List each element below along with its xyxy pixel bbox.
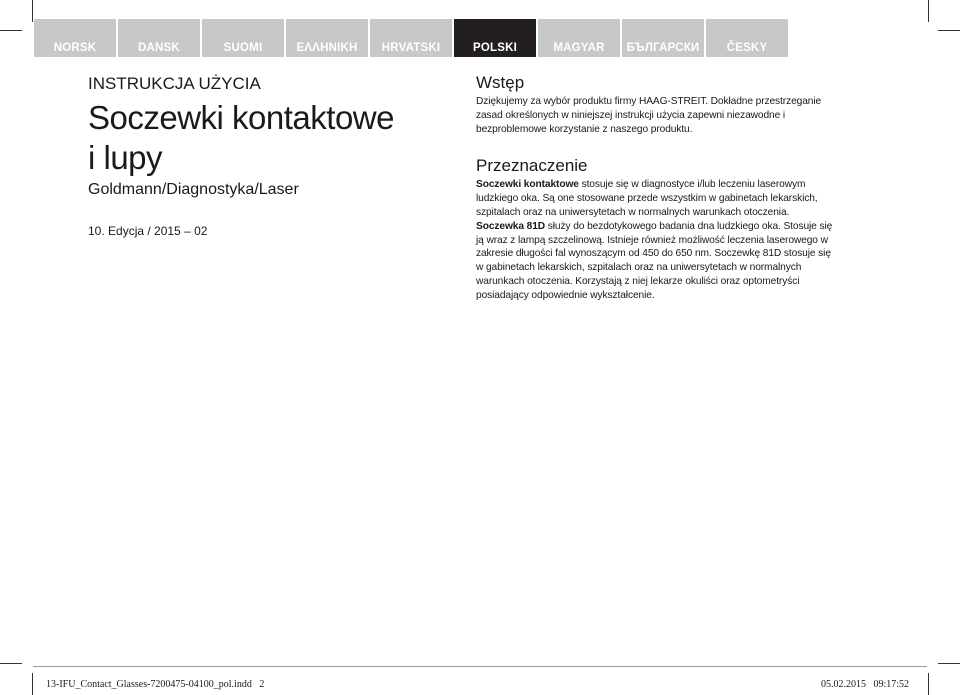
intro-paragraph: Dziękujemy za wybór produktu firmy HAAG-STREIT. Dokładne przestrzeganie zasad określonych w niniejszej instrukcji użycia zapewni niezawodne i bezproblemowe korzystanie z naszego produktu. (476, 96, 822, 135)
crop-mark (938, 663, 960, 664)
purpose-term-contact-lenses: Soczewki kontaktowe (476, 179, 579, 191)
intro-heading: Wstęp (476, 73, 525, 92)
footer-divider (33, 666, 927, 667)
tab-dansk[interactable]: DANSK (118, 19, 200, 57)
document-type: INSTRUKCJA UŻYCIA (88, 74, 261, 93)
tab-norsk[interactable]: NORSK (34, 19, 116, 57)
crop-mark (938, 30, 960, 31)
title-block (88, 74, 418, 238)
tab-polski[interactable]: POLSKI (454, 19, 536, 57)
tab-cesky[interactable]: ČESKY (706, 19, 788, 57)
purpose-heading: Przeznaczenie (476, 156, 588, 176)
purpose-text-2: służy do bezdotykowego badania dna ludzkiego oka. Stosuje się ją wraz z lampą szczelinową. Istnieje również możliwość leczenia laserowego w zakresie długości fal wynoszącym od 450 do 650 nm. Soczewkę 81D stosuje się w gabinetach lekarskich, szpitalach oraz na uniwersytetach w normalnych warunkach otoczenia. Korzystają z niej lekarze okuliści oraz optometryści posiadający odpowiednie wykształcenie. (476, 220, 833, 301)
crop-mark (928, 0, 929, 22)
tab-bulgarian[interactable]: БЪЛГАРСКИ (622, 19, 704, 57)
language-tabs (34, 19, 790, 57)
crop-mark (32, 0, 33, 22)
crop-mark (0, 663, 22, 664)
content-column (476, 73, 840, 303)
tab-greek[interactable]: ΕΛΛΗΝΙΚΗ (286, 19, 368, 57)
document-subtitle: Goldmann/Diagnostyka/Laser (88, 181, 299, 198)
purpose-term-81d: Soczewka 81D (476, 220, 546, 232)
crop-mark (928, 673, 929, 695)
footer-datetime: 05.02.2015 09:17:52 (820, 679, 909, 690)
title-line-2: i lupy (88, 139, 163, 176)
tab-magyar[interactable]: MAGYAR (538, 19, 620, 57)
tab-hrvatski[interactable]: HRVATSKI (370, 19, 452, 57)
crop-mark (0, 30, 22, 31)
edition-label: 10. Edycja / 2015 – 02 (88, 224, 208, 238)
crop-mark (32, 673, 33, 695)
document-title (88, 98, 418, 178)
footer-filename: 13-IFU_Contact_Glasses-7200475-04100_pol.indd 2 (46, 679, 265, 690)
tab-suomi[interactable]: SUOMI (202, 19, 284, 57)
purpose-text-1: stosuje się w diagnostyce i/lub leczeniu laserowym ludzkiego oka. Są one stosowane przede wszystkim w gabinetach lekarskich, szpitalach oraz na uniwersytetach w normalnych warunkach otoczenia. (476, 179, 818, 218)
title-line-1: Soczewki kontaktowe (88, 99, 394, 136)
purpose-paragraph-2 (476, 220, 840, 303)
purpose-paragraph-1 (476, 178, 840, 219)
